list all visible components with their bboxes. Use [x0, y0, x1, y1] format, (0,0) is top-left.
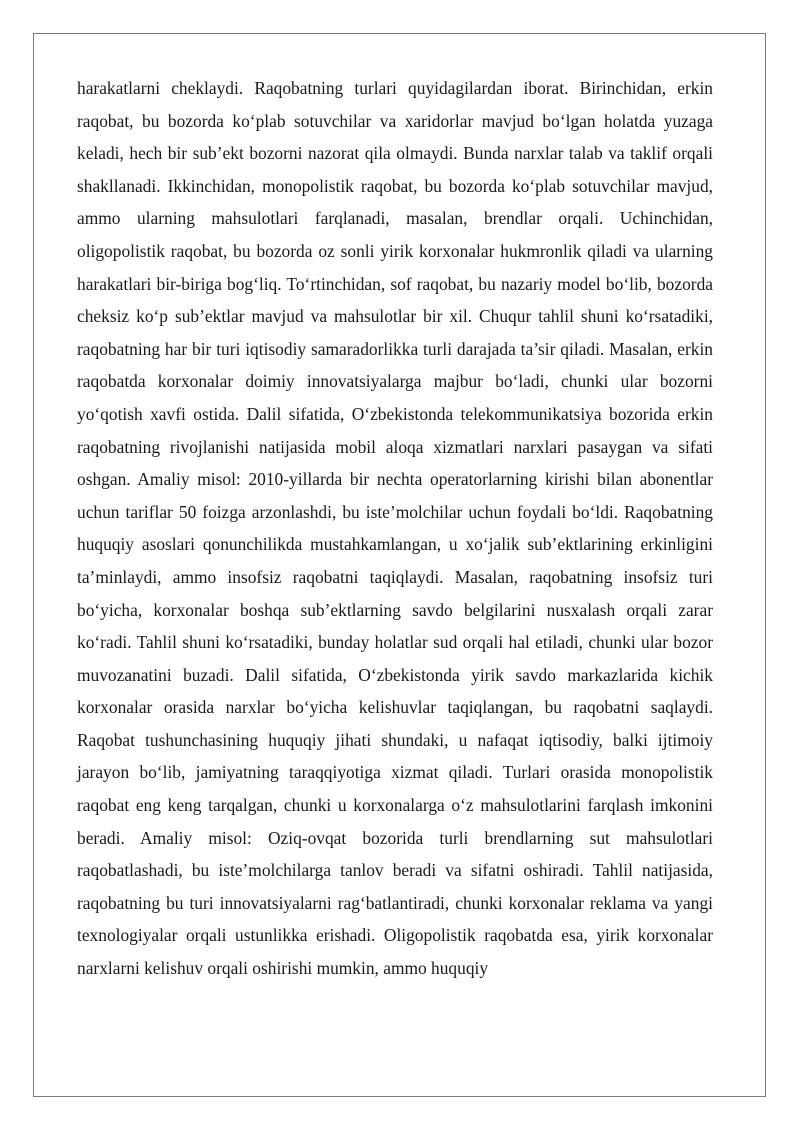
- body-paragraph: harakatlarni cheklaydi. Raqobatning turlari quyidagilardan iborat. Birinchidan, erkin raqobat, bu bozorda ko‘plab sotuvchilar va xaridorlar mavjud bo‘lgan holatda yuzaga keladi, hech bir sub’ekt bozorni nazorat qila olmaydi. Bunda narxlar talab va taklif orqali shakllanadi. Ikkinchidan, monopolistik raqobat, bu bozorda ko‘plab sotuvchilar mavjud, ammo ularning mahsulotlari farqlanadi, masalan, brendlar orqali. Uchinchidan, oligopolistik raqobat, bu bozorda oz sonli yirik korxonalar hukmronlik qiladi va ularning harakatlari bir-biriga bog‘liq. To‘rtinchidan, sof raqobat, bu nazariy model bo‘lib, bozorda cheksiz ko‘p sub’ektlar mavjud va mahsulotlar bir xil. Chuqur tahlil shuni ko‘rsatadiki, raqobatning har bir turi iqtisodiy samaradorlikka turli darajada ta’sir qiladi. Masalan, erkin raqobatda korxonalar doimiy innovatsiyalarga majbur bo‘ladi, chunki ular bozorni yo‘qotish xavfi ostida. Dalil sifatida, O‘zbekistonda telekommunikatsiya bozorida erkin raqobatning rivojlanishi natijasida mobil aloqa xizmatlari narxlari pasaygan va sifati oshgan. Amaliy misol: 2010-yillarda bir nechta operatorlarning kirishi bilan abonentlar uchun tariflar 50 foizga arzonlashdi, bu iste’molchilar uchun foydali bo‘ldi. Raqobatning huquqiy asoslari qonunchilikda mustahkamlangan, u xo‘jalik sub’ektlarining erkinligini ta’minlaydi, ammo insofsiz raqobatni taqiqlaydi. Masalan, raqobatning insofsiz turi bo‘yicha, korxonalar boshqa sub’ektlarning savdo belgilarini nusxalash orqali zarar ko‘radi. Tahlil shuni ko‘rsatadiki, bunday holatlar sud orqali hal etiladi, chunki ular bozor muvozanatini buzadi. Dalil sifatida, O‘zbekistonda yirik savdo markazlarida kichik korxonalar orasida narxlar bo‘yicha kelishuvlar taqiqlangan, bu raqobatni saqlaydi. Raqobat tushunchasining huquqiy jihati shundaki, u nafaqat iqtisodiy, balki ijtimoiy jarayon bo‘lib, jamiyatning taraqqiyotiga xizmat qiladi. Turlari orasida monopolistik raqobat eng keng tarqalgan, chunki u korxonalarga o‘z mahsulotlarini farqlash imkonini beradi. Amaliy misol: Oziq-ovqat bozorida turli brendlarning sut mahsulotlari raqobatlashadi, bu iste’molchilarga tanlov beradi va sifatni oshiradi. Tahlil natijasida, raqobatning bu turi innovatsiyalarni rag‘batlantiradi, chunki korxonalar reklama va yangi texnologiyalar orqali ustunlikka erishadi. Oligopolistik raqobatda esa, yirik korxonalar narxlarni kelishuv orqali oshirishi mumkin, ammo huquqiy: [77, 78, 713, 979]
